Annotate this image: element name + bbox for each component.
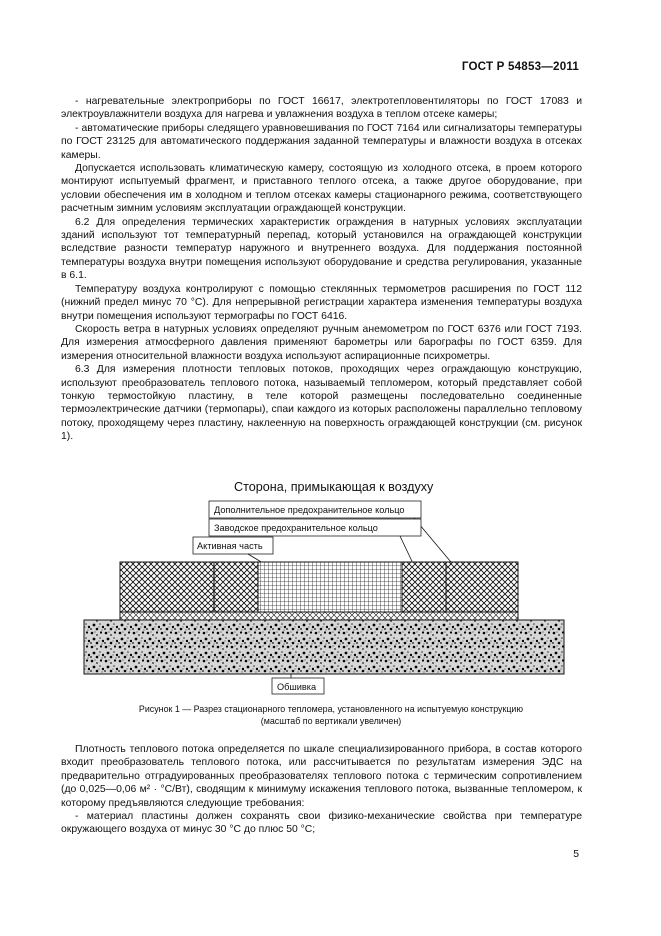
base-plate (120, 612, 518, 620)
cladding (84, 620, 564, 674)
active-part (258, 562, 402, 612)
factory-ring-right (402, 562, 446, 612)
factory-ring-left (214, 562, 258, 612)
heat-flow-meter-diagram (76, 477, 576, 697)
document-code: ГОСТ Р 54853—2011 (461, 60, 579, 73)
paragraph: Допускается использовать климатическую камеру, состоящую из холодного отсека, в проем которого монтируют испытуемый фрагмент, и приставного теплого отсека, а также другое оборудование, при условии обеспечения им в холодном и теплом отсеках камеры стационарного режима, соответствующего расчетным зимним условиям эксплуатации ограждающей конструкции. (61, 163, 582, 215)
outer-ring-left (120, 562, 214, 612)
paragraph: - материал пластины должен сохранять свои физико-механические свойства при температуре окружающего воздуха от минус 30 °С до плюс 50 °С; (61, 811, 582, 836)
paragraph: 6.3 Для измерения плотности тепловых потоков, проходящих через ограждающую конструкцию, используют преобразователь теплового потока, называемый тепломером, который представляет собой тонкую термостойкую пластину, в теле которой размещены последовательно соединенные термоэлектрические датчики (термопары), спаи каждого из которых расположены параллельно тепловому потоку, проходящему через пластину, наклеенную на поверхность ограждающей конструкции (см. рисунок 1). (61, 364, 582, 443)
paragraph: - автоматические приборы следящего уравновешивания по ГОСТ 7164 или сигнализаторы температуры по ГОСТ 23125 для автоматического поддержания заданной температуры и влажности воздуха в отсеках камеры. (61, 122, 582, 161)
body-text-top (61, 95, 582, 444)
paragraph: Плотность теплового потока определяется по шкале специализированного прибора, в состав которого входит преобразователь теплового потока, или рассчитывается по результатам измерения ЭДС на предварительно отградуированных преобразователях теплового потока с термическим сопротивлением (до 0,025—0,06 м² · °С/Вт), сводящим к минимуму искажения теплового потока, вызванные тепломером, к которому предъявляются следующие требования: (61, 744, 582, 809)
figure-caption (61, 703, 601, 727)
caption-line: Рисунок 1 — Разрез стационарного тепломера, установленного на испытуемую конструкцию (138, 704, 524, 714)
paragraph: 6.2 Для определения термических характеристик ограждения в натурных условиях эксплуатации зданий используют тот температурный перепад, который установился на ограждающей конструкции вследствие разности температур наружного и внутреннего воздуха. Для поддержания постоянной температуры воздуха внутри помещения используют оборудование и средства регулирования, указанные в 6.1. (61, 216, 582, 282)
active-part-label: Активная часть (197, 541, 263, 551)
cladding-label: Обшивка (277, 682, 317, 692)
figure-title: Сторона, примыкающая к воздуху (234, 480, 434, 494)
paragraph: Скорость ветра в натурных условиях определяют ручным анемометром по ГОСТ 6376 или ГОСТ 7193. Для измерения атмосферного давления применяют барометры или барографы по ГОСТ 6359. Для измерения относительной влажности воздуха используют аспирационные психрометры. (61, 323, 582, 362)
paragraph: Температуру воздуха контролируют с помощью стеклянных термометров расширения по ГОСТ 112 (нижний предел минус 70 °С). Для непрерывной регистрации характера изменения температуры воздуха внутри помещения используют термографы по ГОСТ 6416. (61, 283, 582, 322)
factory-ring-label: Заводское предохранительное кольцо (214, 523, 378, 533)
outer-ring-label: Дополнительное предохранительное кольцо (214, 505, 405, 515)
outer-ring-right (446, 562, 518, 612)
caption-line: (масштаб по вертикали увеличен) (260, 716, 402, 726)
paragraph: - нагревательные электроприборы по ГОСТ 16617, электротепловентиляторы по ГОСТ 17083 и электроувлажнители воздуха для нагрева и увлажнения воздуха в теплом отсеке камеры; (61, 96, 582, 121)
page-number: 5 (573, 849, 579, 860)
body-text-bottom (61, 743, 582, 837)
